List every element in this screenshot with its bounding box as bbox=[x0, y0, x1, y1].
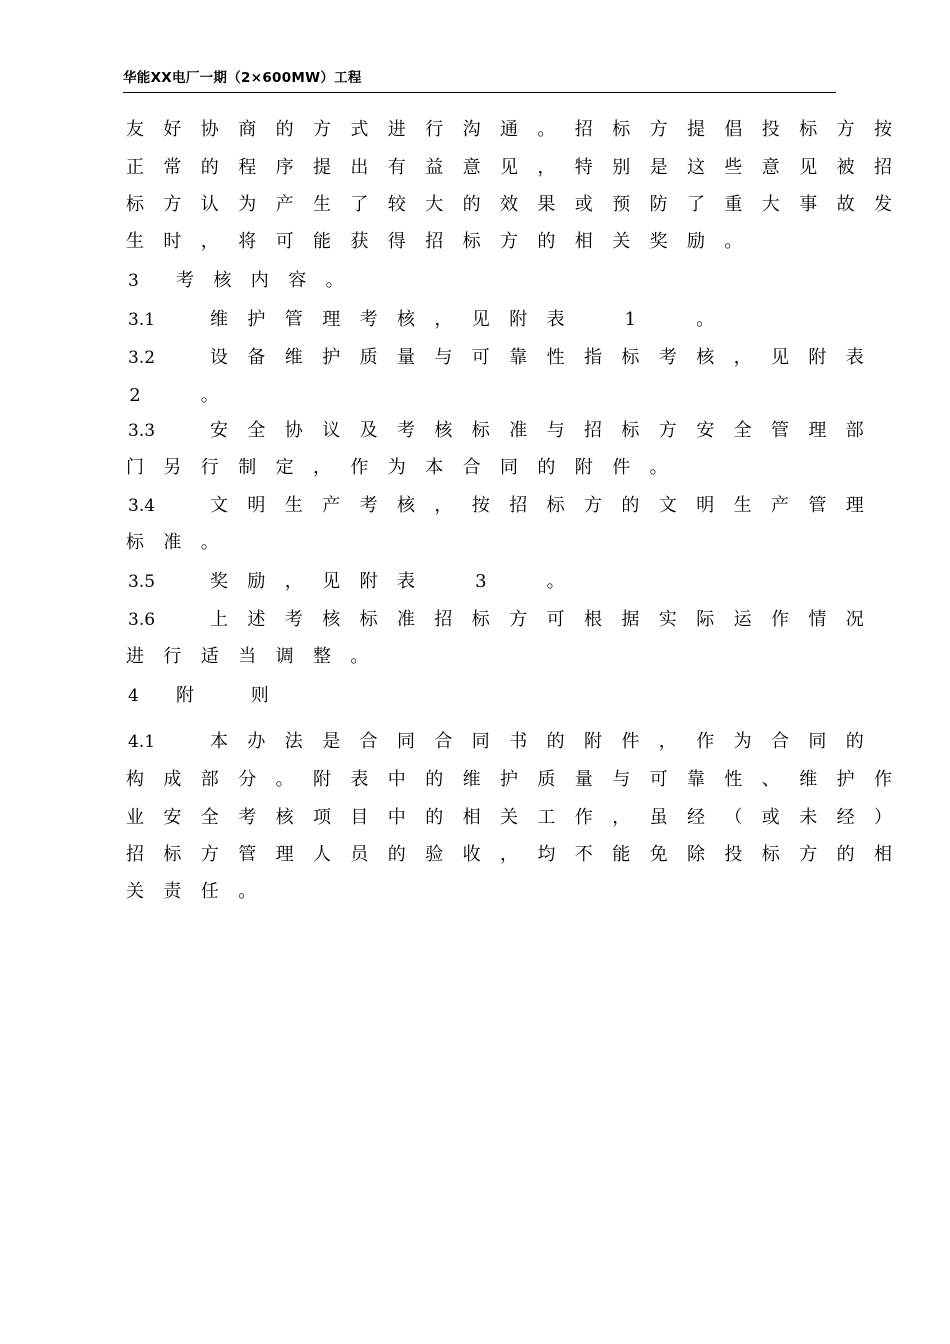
section-number: 4.1 bbox=[128, 732, 156, 752]
section-number: 3.5 bbox=[128, 572, 156, 592]
text-line: 标 准 。 bbox=[126, 532, 219, 553]
section-number: 3.6 bbox=[128, 610, 156, 630]
page-header bbox=[123, 64, 836, 93]
text-line: 标 方 认 为 产 生 了 较 大 的 效 果 或 预 防 了 重 大 事 故 发 bbox=[126, 194, 892, 215]
text-line: 3.2 设 备 维 护 质 量 与 可 靠 性 指 标 考 核 ， 见 附 表 bbox=[128, 343, 818, 373]
section-number: 4 bbox=[128, 686, 139, 706]
text-line: 3.1 维 护 管 理 考 核 ， 见 附 表 1 。 bbox=[128, 305, 818, 335]
section-number: 3.1 bbox=[128, 310, 156, 330]
text-line: 友 好 协 商 的 方 式 进 行 沟 通 。 招 标 方 提 倡 投 标 方 按 bbox=[126, 119, 892, 140]
text-line: 4 附 则 bbox=[128, 681, 818, 711]
text-line: 2 。 bbox=[129, 385, 219, 406]
text-line: 正 常 的 程 序 提 出 有 益 意 见 ， 特 别 是 这 些 意 见 被 招 bbox=[126, 157, 892, 178]
text-line: 业 安 全 考 核 项 目 中 的 相 关 工 作 ， 虽 经 （ 或 未 经 ） bbox=[126, 807, 892, 828]
text-line: 3.4 文 明 生 产 考 核 ， 按 招 标 方 的 文 明 生 产 管 理 bbox=[128, 491, 818, 521]
text-line: 进 行 适 当 调 整 。 bbox=[126, 646, 369, 667]
text-line: 3.5 奖 励 ， 见 附 表 3 。 bbox=[128, 567, 818, 597]
section-number: 3.2 bbox=[128, 348, 156, 368]
header-title: 华能XX电厂一期（2×600MW）工程 bbox=[123, 70, 362, 86]
text-line: 生 时 ， 将 可 能 获 得 招 标 方 的 相 关 奖 励 。 bbox=[126, 231, 743, 252]
text-line: 门 另 行 制 定 ， 作 为 本 合 同 的 附 件 。 bbox=[126, 457, 668, 478]
text-line: 招 标 方 管 理 人 员 的 验 收 ， 均 不 能 免 除 投 标 方 的 相 bbox=[126, 844, 892, 865]
text-line: 3.3 安 全 协 议 及 考 核 标 准 与 招 标 方 安 全 管 理 部 bbox=[128, 416, 818, 446]
section-number: 3.3 bbox=[128, 421, 156, 441]
section-number: 3.4 bbox=[128, 496, 156, 516]
text-line: 3.6 上 述 考 核 标 准 招 标 方 可 根 据 实 际 运 作 情 况 bbox=[128, 605, 818, 635]
text-line: 关 责 任 。 bbox=[126, 881, 257, 902]
text-line: 4.1 本 办 法 是 合 同 合 同 书 的 附 件 ， 作 为 合 同 的 bbox=[128, 727, 818, 757]
text-line: 3 考 核 内 容 。 bbox=[128, 266, 818, 296]
text-line: 构 成 部 分 。 附 表 中 的 维 护 质 量 与 可 靠 性 、 维 护 作 bbox=[126, 769, 892, 790]
section-number: 3 bbox=[128, 271, 139, 291]
